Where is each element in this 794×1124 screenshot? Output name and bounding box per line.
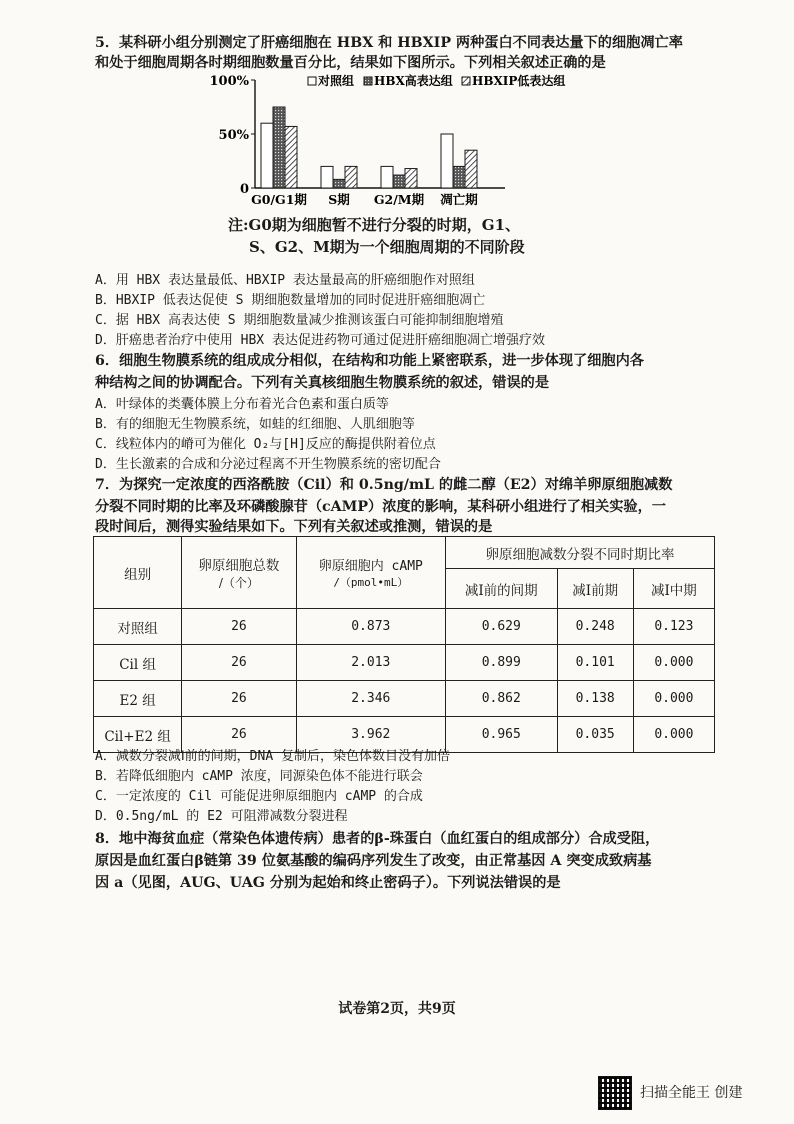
y-tick-label: 100%	[209, 74, 249, 89]
bar-blank	[381, 166, 393, 188]
cell-r1: 0.899	[445, 645, 557, 681]
legend-swatch	[364, 77, 372, 85]
bar-dots	[273, 107, 285, 188]
q5-option-a: A．用 HBX 表达量最低、HBXIP 表达量最高的肝癌细胞作对照组	[95, 273, 475, 288]
th-total-line1: 卵原细胞总数	[198, 558, 280, 574]
chart-y-ticks	[210, 74, 256, 197]
cell-r2: 0.248	[557, 609, 633, 645]
cell-r3: 0.000	[633, 681, 714, 717]
cell-r1: 0.629	[445, 609, 557, 645]
cell-total: 26	[182, 681, 296, 717]
q7-stem-line2: 分裂不同时期的比率及环磷酸腺苷（cAMP）浓度的影响，某科研小组进行了相关实验，一	[95, 499, 666, 515]
table-row	[94, 645, 715, 681]
y-tick-label: 0	[239, 182, 249, 197]
q6-option-b: B．有的细胞无生物膜系统，如蛙的红细胞、人肌细胞等	[95, 417, 415, 432]
cell-group: E2 组	[94, 681, 182, 717]
q7-option-d: D．0.5ng/mL 的 E2 可阻滞减数分裂进程	[95, 809, 348, 824]
bar-blank	[321, 166, 333, 188]
chart-bars	[261, 107, 477, 188]
table-row	[94, 681, 715, 717]
th-total	[182, 537, 296, 609]
th-group: 组别	[94, 537, 182, 609]
q7-option-a: A．减数分裂减Ⅰ前的间期，DNA 复制后，染色体数目没有加倍	[95, 749, 450, 764]
cell-r2: 0.035	[557, 717, 633, 753]
cell-camp: 0.873	[296, 609, 445, 645]
th-camp-line2: /（pmol•mL）	[333, 576, 409, 589]
q6-stem-line1: 6．细胞生物膜系统的组成成分相似，在结构和功能上紧密联系，进一步体现了细胞内各	[95, 353, 644, 369]
cell-camp: 2.346	[296, 681, 445, 717]
q7-results-table	[93, 536, 715, 753]
legend-label: HBX高表达组	[374, 74, 453, 88]
legend-swatch	[308, 77, 316, 85]
x-tick-label: S期	[328, 192, 350, 207]
cell-group: Cil 组	[94, 645, 182, 681]
scanner-brand-text: 扫描全能王 创建	[640, 1085, 743, 1101]
cell-r3: 0.123	[633, 609, 714, 645]
bar-blank	[441, 134, 453, 188]
bar-hatch	[285, 126, 297, 188]
cell-camp: 2.013	[296, 645, 445, 681]
q5-option-d: D．肝癌患者治疗中使用 HBX 表达促进药物可通过促进肝癌细胞凋亡增强疗效	[95, 333, 545, 348]
q5-chart-note-line1: 注:G0期为细胞暂不进行分裂的时期，G1、	[228, 216, 521, 234]
th-ratio: 卵原细胞减数分裂不同时期比率	[445, 537, 714, 569]
legend-swatch	[462, 77, 470, 85]
legend-label: 对照组	[318, 74, 355, 88]
cell-r3: 0.000	[633, 645, 714, 681]
q8-stem-line3: 因 a（见图，AUG、UAG 分别为起始和终止密码子）。下列说法错误的是	[95, 875, 561, 891]
th-sub-interphase: 减Ⅰ前的间期	[445, 569, 557, 609]
q8-stem-line2: 原因是血红蛋白β链第 39 位氨基酸的编码序列发生了改变，由正常基因 A 突变成致病基	[95, 853, 652, 869]
cell-r2: 0.138	[557, 681, 633, 717]
cell-r3: 0.000	[633, 717, 714, 753]
x-tick-label: 凋亡期	[440, 192, 478, 207]
cell-r1: 0.862	[445, 681, 557, 717]
q7-option-b: B．若降低细胞内 cAMP 浓度，同源染色体不能进行联会	[95, 769, 423, 784]
cell-total: 26	[182, 645, 296, 681]
q7-stem-line1: 7．为探究一定浓度的西洛酰胺（Cil）和 0.5ng/mL 的雌二醇（E2）对绵羊卵原细胞减数	[95, 477, 673, 493]
q5-stem-line2: 和处于细胞周期各时期细胞数量百分比，结果如下图所示。下列相关叙述正确的是	[95, 55, 606, 71]
q5-bar-chart	[200, 68, 566, 213]
q5-option-c: C．据 HBX 高表达使 S 期细胞数量减少推测该蛋白可能抑制细胞增殖	[95, 313, 504, 328]
cell-group: Cil+E2 组	[94, 717, 182, 753]
x-tick-label: G2/M期	[373, 192, 425, 207]
q8-stem-line1: 8．地中海贫血症（常染色体遗传病）患者的β-珠蛋白（血红蛋白的组成部分）合成受阻，	[95, 831, 660, 847]
q5-chart-note-line2: S、G2、M期为一个细胞周期的不同阶段	[249, 238, 525, 256]
q5-stem-line1: 5．某科研小组分别测定了肝癌细胞在 HBX 和 HBXIP 两种蛋白不同表达量下的细胞凋亡率	[95, 35, 683, 51]
bar-hatch	[345, 166, 357, 188]
page-footer: 试卷第2页，共9页	[338, 1001, 456, 1017]
cell-total: 26	[182, 717, 296, 753]
chart-legend	[308, 73, 565, 88]
bar-hatch	[405, 169, 417, 188]
q6-option-c: C．线粒体内的嵴可为催化 O₂与[H]反应的酶提供附着位点	[95, 437, 436, 452]
th-sub-prophase: 减Ⅰ前期	[557, 569, 633, 609]
bar-dots	[333, 179, 345, 188]
bar-dots	[453, 166, 465, 188]
bar-blank	[261, 123, 273, 188]
y-tick-label: 50%	[218, 128, 249, 143]
th-camp-line1: 卵原细胞内 cAMP	[318, 559, 423, 574]
table-row	[94, 609, 715, 645]
cell-group: 对照组	[94, 609, 182, 645]
th-total-line2: /（个）	[218, 576, 259, 590]
x-tick-label: G0/G1期	[251, 192, 307, 207]
q7-stem-line3: 段时间后，测得实验结果如下。下列有关叙述或推测，错误的是	[95, 519, 493, 535]
bar-dots	[393, 175, 405, 188]
cell-camp: 3.962	[296, 717, 445, 753]
legend-label: HBXIP低表达组	[472, 74, 566, 88]
qr-code-icon	[598, 1076, 632, 1110]
q6-stem-line2: 种结构之间的协调配合。下列有关真核细胞生物膜系统的叙述，错误的是	[95, 375, 550, 391]
q6-option-a: A．叶绿体的类囊体膜上分布着光合色素和蛋白质等	[95, 397, 389, 412]
th-sub-metaphase: 减Ⅰ中期	[633, 569, 714, 609]
cell-r1: 0.965	[445, 717, 557, 753]
q6-option-d: D．生长激素的合成和分泌过程离不开生物膜系统的密切配合	[95, 457, 441, 472]
th-camp	[296, 537, 445, 609]
q7-option-c: C．一定浓度的 Cil 可能促进卵原细胞内 cAMP 的合成	[95, 789, 423, 804]
cell-r2: 0.101	[557, 645, 633, 681]
q5-option-b: B．HBXIP 低表达促使 S 期细胞数量增加的同时促进肝癌细胞凋亡	[95, 293, 486, 308]
chart-x-ticks	[251, 192, 478, 207]
cell-total: 26	[182, 609, 296, 645]
bar-hatch	[465, 150, 477, 188]
